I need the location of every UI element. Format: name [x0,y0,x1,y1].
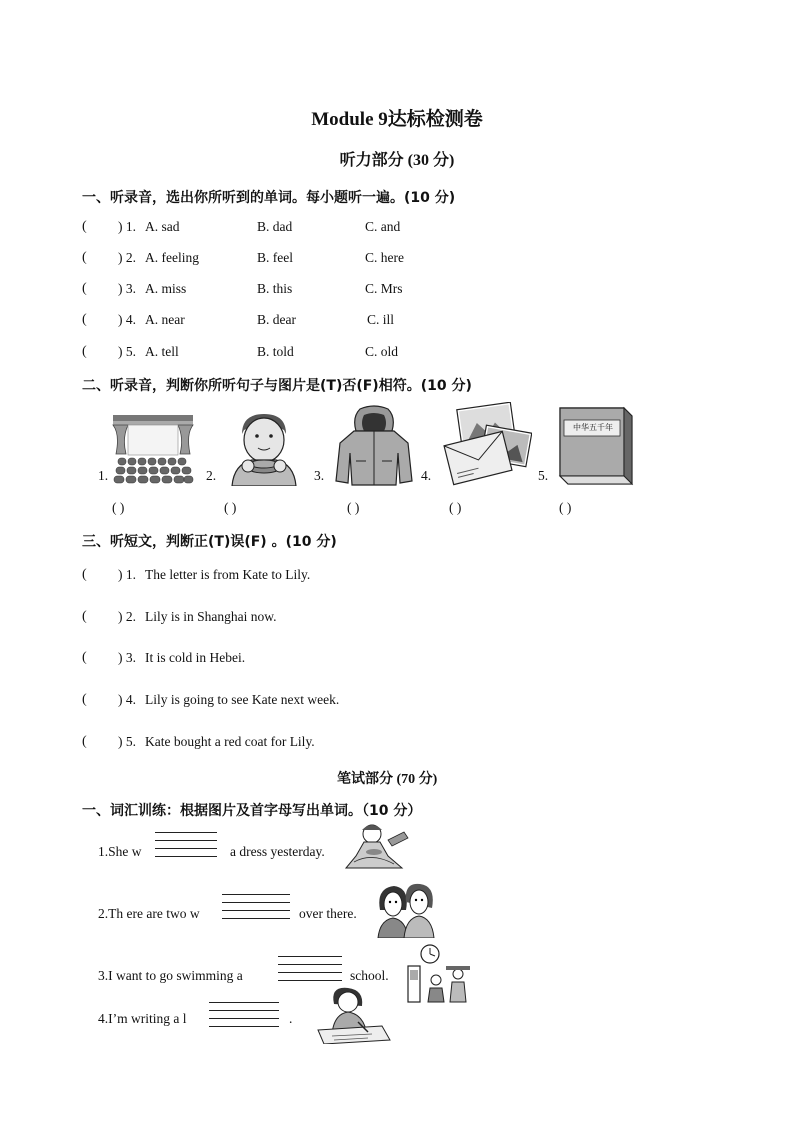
hooded-coat-icon [334,405,414,487]
answer-paren: ( [82,650,87,665]
answer-blank[interactable] [155,832,217,864]
listening-part3-heading: 三、听短文，判断正(T)误(F) 。(10 分) [82,534,337,550]
answer-paren: ( [82,609,87,624]
writing-heading: 笔试部分 (70 分) [337,772,438,787]
picture-number: 4. [421,468,432,483]
picture-number: 5. [538,468,549,483]
item-number: ) 4. [118,312,136,327]
item-number: ) 1. [118,219,136,234]
fill-prefix: 3.I want to go swimming a [98,968,243,983]
fill-suffix: over there. [299,906,357,921]
option-c: C. ill [367,312,395,327]
answer-paren: ( [82,692,87,707]
item-number: ) 4. [118,692,136,707]
picture-number: 1. [98,468,109,483]
option-a: A. tell [145,344,179,359]
option-b: B. this [257,281,293,296]
girl-dress-icon [342,822,414,874]
statement-text: Lily is going to see Kate next week. [145,692,340,707]
writing-part1-heading: 一、词汇训练：根据图片及首字母写出单词。（10 分） [82,803,422,819]
book-title-text: 中华五千年 [573,423,613,432]
answer-paren: ( [82,312,87,327]
option-a: A. sad [145,219,180,234]
school-clock-icon [402,944,472,1006]
answer-paren: ( ) [449,500,462,515]
item-number: ) 2. [118,250,136,265]
fill-suffix: a dress yesterday. [230,844,325,859]
answer-paren: ( [82,281,87,296]
letters-photos-icon [440,402,532,488]
boy-eating-icon [228,410,300,486]
listening-part1-heading: 一、听录音，选出你所听到的单词。每小题听一遍。(10 分) [82,190,456,206]
answer-paren: ( ) [112,500,125,515]
option-c: C. Mrs [365,281,403,296]
option-c: C. old [365,344,399,359]
option-c: C. and [365,219,401,234]
two-women-icon [376,880,436,938]
option-b: B. dear [257,312,296,327]
item-number: ) 1. [118,567,136,582]
picture-number: 2. [206,468,217,483]
item-number: ) 5. [118,344,136,359]
answer-blank[interactable] [222,894,290,926]
theater-stage-icon [112,414,194,484]
item-number: ) 3. [118,650,136,665]
statement-text: It is cold in Hebei. [145,650,246,665]
option-a: A. near [145,312,185,327]
statement-text: Kate bought a red coat for Lily. [145,734,315,749]
option-b: B. told [257,344,294,359]
option-b: B. dad [257,219,293,234]
picture-number: 3. [314,468,325,483]
answer-paren: ( [82,344,87,359]
page-title: Module 9达标检测卷 [311,109,483,130]
answer-paren: ( [82,250,87,265]
option-b: B. feel [257,250,293,265]
listening-part2-heading: 二、听录音，判断你所听句子与图片是(T)否(F)相符。(10 分) [82,378,472,394]
statement-text: The letter is from Kate to Lily. [145,567,311,582]
fill-prefix: 2.Th ere are two w [98,906,200,921]
answer-paren: ( [82,734,87,749]
listening-heading: 听力部分 (30 分) [339,152,455,169]
item-number: ) 2. [118,609,136,624]
fill-prefix: 4.I’m writing a l [98,1011,187,1026]
book-icon [554,406,634,486]
statement-text: Lily is in Shanghai now. [145,609,277,624]
answer-paren: ( [82,567,87,582]
option-a: A. feeling [145,250,199,265]
item-number: ) 3. [118,281,136,296]
fill-suffix: school. [350,968,389,983]
answer-blank[interactable] [278,956,342,988]
option-c: C. here [365,250,404,265]
answer-blank[interactable] [209,1002,279,1034]
answer-paren: ( ) [559,500,572,515]
item-number: ) 5. [118,734,136,749]
option-a: A. miss [145,281,187,296]
answer-paren: ( ) [347,500,360,515]
fill-suffix: . [289,1011,293,1026]
answer-paren: ( [82,219,87,234]
girl-writing-icon [312,986,392,1044]
answer-paren: ( ) [224,500,237,515]
fill-prefix: 1.She w [98,844,142,859]
